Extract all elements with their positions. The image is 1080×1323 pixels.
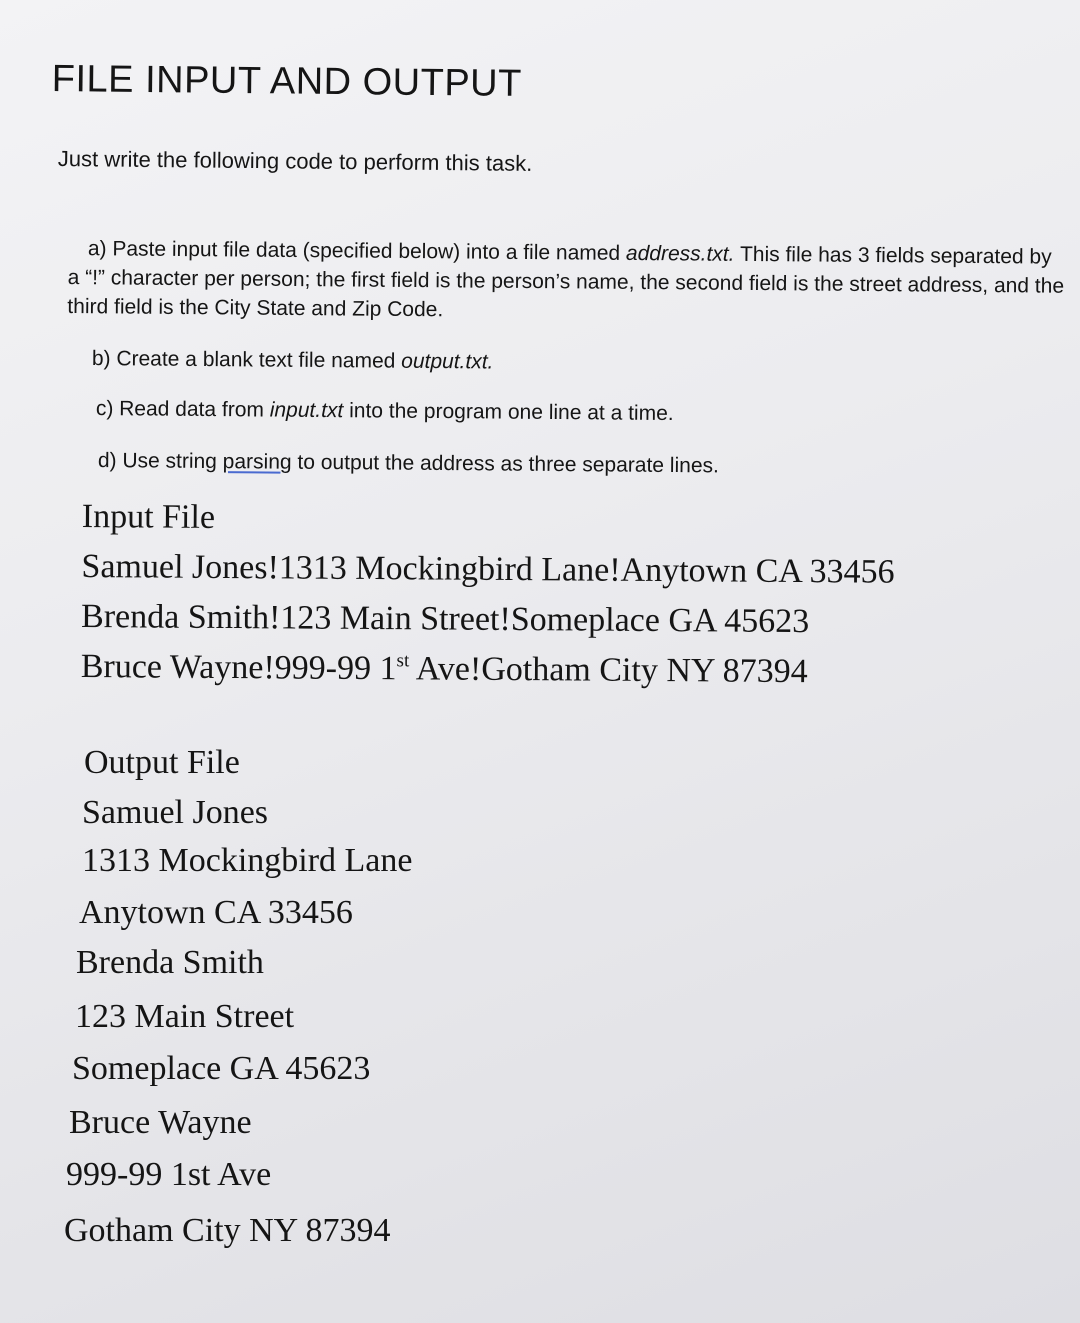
output-file-line-8: 999-99 1st Ave xyxy=(66,1156,272,1193)
input-file-line-1: Samuel Jones!1313 Mockingbird Lane!Anytown CA 33456 xyxy=(81,547,895,591)
output-file-line-6: Someplace GA 45623 xyxy=(72,1050,371,1087)
task-c-filename: input.txt xyxy=(269,398,344,423)
task-a-text-after: This file has 3 fields separated by a “!” character per person; the first field is the person’s name, the second field is the street address, and the third field is the City State and Zip Code. xyxy=(67,242,1065,322)
output-file-heading: Output File xyxy=(84,744,240,781)
task-d-underlined-word: parsing xyxy=(222,450,292,474)
task-d-text-before: d) Use string xyxy=(97,448,223,474)
task-b-text-before: b) Create a blank text file named xyxy=(91,346,402,373)
input-file-line-3-after: Ave!Gotham City NY 87394 xyxy=(409,650,808,691)
input-file-line-3 xyxy=(81,642,894,698)
output-file-line-5: 123 Main Street xyxy=(75,998,295,1035)
output-file-line-2: 1313 Mockingbird Lane xyxy=(82,842,413,879)
task-d xyxy=(98,446,719,480)
page-title: FILE INPUT AND OUTPUT xyxy=(51,58,523,105)
task-c-text-before: c) Read data from xyxy=(95,396,270,422)
intro-text: Just write the following code to perform this task. xyxy=(57,146,533,176)
task-b xyxy=(92,344,494,377)
task-b-filename: output.txt. xyxy=(401,349,494,374)
task-d-text-after: to output the address as three separate lines. xyxy=(291,450,719,478)
output-file-line-7: Bruce Wayne xyxy=(69,1104,252,1141)
task-a xyxy=(67,234,1068,330)
task-a-text-before: a) Paste input file data (specified below) into a file named xyxy=(87,237,627,265)
output-file-line-4: Brenda Smith xyxy=(76,944,264,981)
input-file-line-3-before: Bruce Wayne!999-99 1 xyxy=(80,647,397,688)
output-file-line-3: Anytown CA 33456 xyxy=(79,894,353,931)
input-file-heading: Input File xyxy=(81,497,216,536)
output-file-line-9: Gotham City NY 87394 xyxy=(64,1212,391,1249)
input-file-section xyxy=(81,492,895,698)
task-c xyxy=(96,394,674,428)
output-file-line-1: Samuel Jones xyxy=(82,794,269,831)
task-a-filename: address.txt. xyxy=(625,241,735,266)
task-c-text-after: into the program one line at a time. xyxy=(343,399,674,426)
input-file-line-3-superscript: st xyxy=(396,650,410,672)
input-file-line-2: Brenda Smith!123 Main Street!Someplace GA 45623 xyxy=(81,597,810,641)
